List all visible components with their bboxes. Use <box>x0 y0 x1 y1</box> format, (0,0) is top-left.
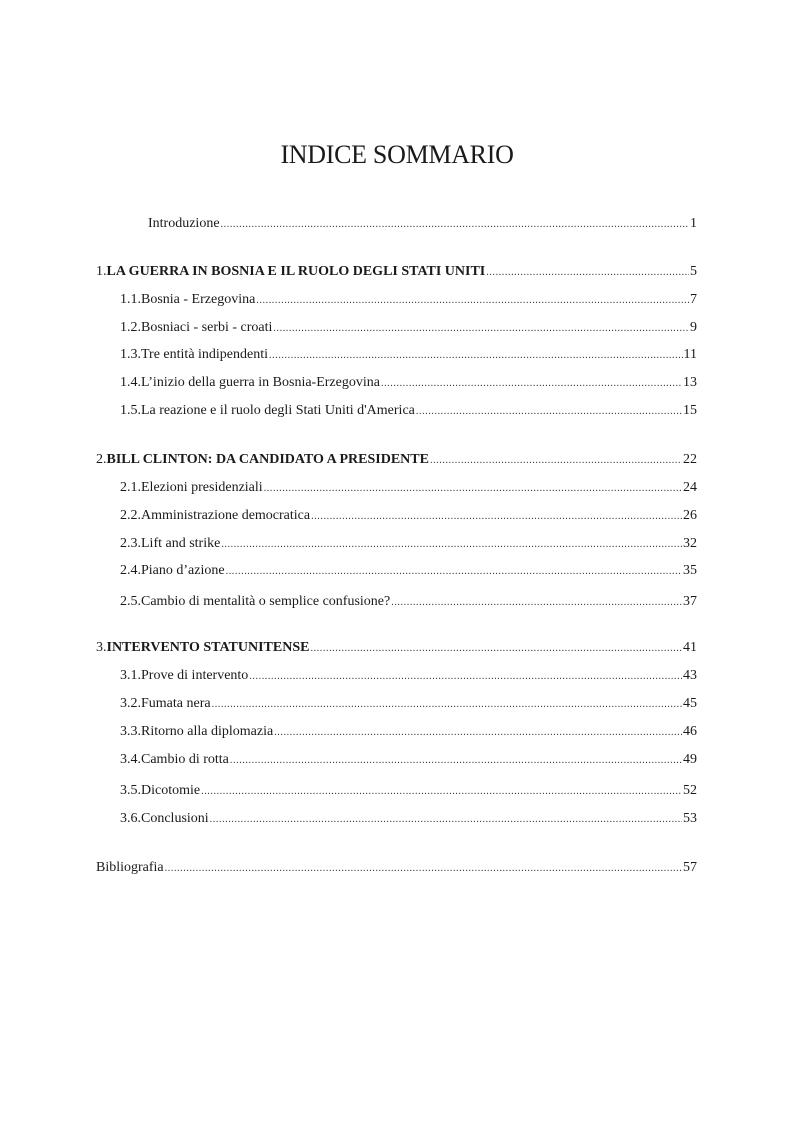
dot-leader <box>264 480 682 498</box>
toc-entry-page: 24 <box>683 480 697 495</box>
toc-section-2-3[interactable] <box>120 535 697 553</box>
section-title: Ritorno alla diplomazia <box>141 724 274 739</box>
dot-leader <box>201 783 682 801</box>
section-number: 3.4. <box>120 752 141 767</box>
toc-section-2-2[interactable] <box>120 507 697 525</box>
toc-entry-page: 13 <box>683 375 697 390</box>
toc-entry-page: 32 <box>683 536 697 551</box>
toc-entry-page: 49 <box>683 752 697 767</box>
toc-entry-page: 15 <box>683 403 697 418</box>
dot-leader <box>274 724 682 742</box>
dot-leader <box>311 508 682 526</box>
chapter-number: 3. <box>96 640 107 655</box>
section-number: 1.1. <box>120 292 141 307</box>
toc-chapter-2[interactable] <box>96 451 697 469</box>
section-number: 1.3. <box>120 347 141 362</box>
toc-section-1-3[interactable] <box>120 346 697 364</box>
dot-leader <box>230 752 682 770</box>
toc-entry-page: 9 <box>690 320 697 335</box>
section-title: Fumata nera <box>141 696 211 711</box>
section-number: 3.2. <box>120 696 141 711</box>
page-title: INDICE SOMMARIO <box>280 140 514 169</box>
toc-section-3-6[interactable] <box>120 810 697 828</box>
toc-section-3-1[interactable] <box>120 667 697 685</box>
section-number: 3.1. <box>120 668 141 683</box>
section-title: Cambio di rotta <box>141 752 229 767</box>
toc-section-1-4[interactable] <box>120 374 697 392</box>
section-number: 2.3. <box>120 536 141 551</box>
section-number: 2.5. <box>120 594 141 609</box>
toc-entry-page: 46 <box>683 724 697 739</box>
toc-entry-page: 35 <box>683 563 697 578</box>
chapter-number: 1. <box>96 264 107 279</box>
toc-section-3-5[interactable] <box>120 782 697 800</box>
toc-entry-page: 11 <box>683 347 697 362</box>
toc-section-3-2[interactable] <box>120 695 697 713</box>
section-number: 2.2. <box>120 508 141 523</box>
toc-section-3-3[interactable] <box>120 723 697 741</box>
section-title: Piano d’azione <box>141 563 225 578</box>
toc-entry-page: 57 <box>683 860 697 875</box>
toc-entry-page: 22 <box>683 452 697 467</box>
dot-leader <box>256 292 689 310</box>
dot-leader <box>212 696 682 714</box>
section-title: Bosnia - Erzegovina <box>141 292 256 307</box>
toc-entry-page: 5 <box>690 264 697 279</box>
toc-entry-page: 7 <box>690 292 697 307</box>
chapter-number: 2. <box>96 452 107 467</box>
section-title: Bosniaci - serbi - croati <box>141 320 273 335</box>
dot-leader <box>310 640 682 658</box>
toc-entry-label: Bibliografia <box>96 860 164 875</box>
toc-entry-introduction[interactable] <box>148 215 697 233</box>
toc-section-3-4[interactable] <box>120 751 697 769</box>
dot-leader <box>249 668 682 686</box>
section-title: Amministrazione democratica <box>141 508 311 523</box>
section-number: 3.5. <box>120 783 141 798</box>
toc-entry-label: Introduzione <box>148 216 220 231</box>
dot-leader <box>221 536 682 554</box>
section-title: Prove di intervento <box>141 668 249 683</box>
toc-entry-page: 43 <box>683 668 697 683</box>
toc-entry-page: 37 <box>683 594 697 609</box>
section-number: 1.4. <box>120 375 141 390</box>
section-title: Elezioni presidenziali <box>141 480 263 495</box>
chapter-title: LA GUERRA IN BOSNIA E IL RUOLO DEGLI STATI UNITI <box>106 264 486 279</box>
section-number: 2.1. <box>120 480 141 495</box>
section-number: 1.2. <box>120 320 141 335</box>
dot-leader <box>269 347 682 365</box>
toc-entry-page: 41 <box>683 640 697 655</box>
section-title: Tre entità indipendenti <box>141 347 269 362</box>
toc-section-1-2[interactable] <box>120 319 697 337</box>
toc-entry-page: 52 <box>683 783 697 798</box>
section-number: 3.3. <box>120 724 141 739</box>
toc-entry-page: 1 <box>690 216 697 231</box>
toc-section-2-1[interactable] <box>120 479 697 497</box>
toc-entry-page: 45 <box>683 696 697 711</box>
section-title: Cambio di mentalità o semplice confusione? <box>141 594 391 609</box>
toc-section-1-5[interactable] <box>120 402 697 420</box>
toc-section-2-5[interactable] <box>120 593 697 611</box>
toc-section-2-4[interactable] <box>120 562 697 580</box>
section-title: Dicotomie <box>141 783 201 798</box>
section-number: 3.6. <box>120 811 141 826</box>
toc-entry-bibliography[interactable] <box>96 859 697 877</box>
dot-leader <box>226 563 682 581</box>
dot-leader <box>165 860 682 878</box>
section-number: 1.5. <box>120 403 141 418</box>
chapter-title: INTERVENTO STATUNITENSE <box>106 640 310 655</box>
dot-leader <box>486 264 689 282</box>
toc-chapter-3[interactable] <box>96 639 697 657</box>
dot-leader <box>221 216 689 234</box>
toc-entry-page: 26 <box>683 508 697 523</box>
section-title: La reazione e il ruolo degli Stati Uniti d'America <box>141 403 415 418</box>
toc-chapter-1[interactable] <box>96 263 697 281</box>
section-title: Conclusioni <box>141 811 209 826</box>
dot-leader <box>381 375 682 393</box>
toc-section-1-1[interactable] <box>120 291 697 309</box>
chapter-title: BILL CLINTON: DA CANDIDATO A PRESIDENTE <box>106 452 429 467</box>
section-title: L’inizio della guerra in Bosnia-Erzegovina <box>141 375 380 390</box>
dot-leader <box>416 403 682 421</box>
dot-leader <box>391 594 682 612</box>
dot-leader <box>210 811 682 829</box>
toc-entry-page: 53 <box>683 811 697 826</box>
dot-leader <box>430 452 682 470</box>
section-number: 2.4. <box>120 563 141 578</box>
dot-leader <box>273 320 689 338</box>
section-title: Lift and strike <box>141 536 221 551</box>
